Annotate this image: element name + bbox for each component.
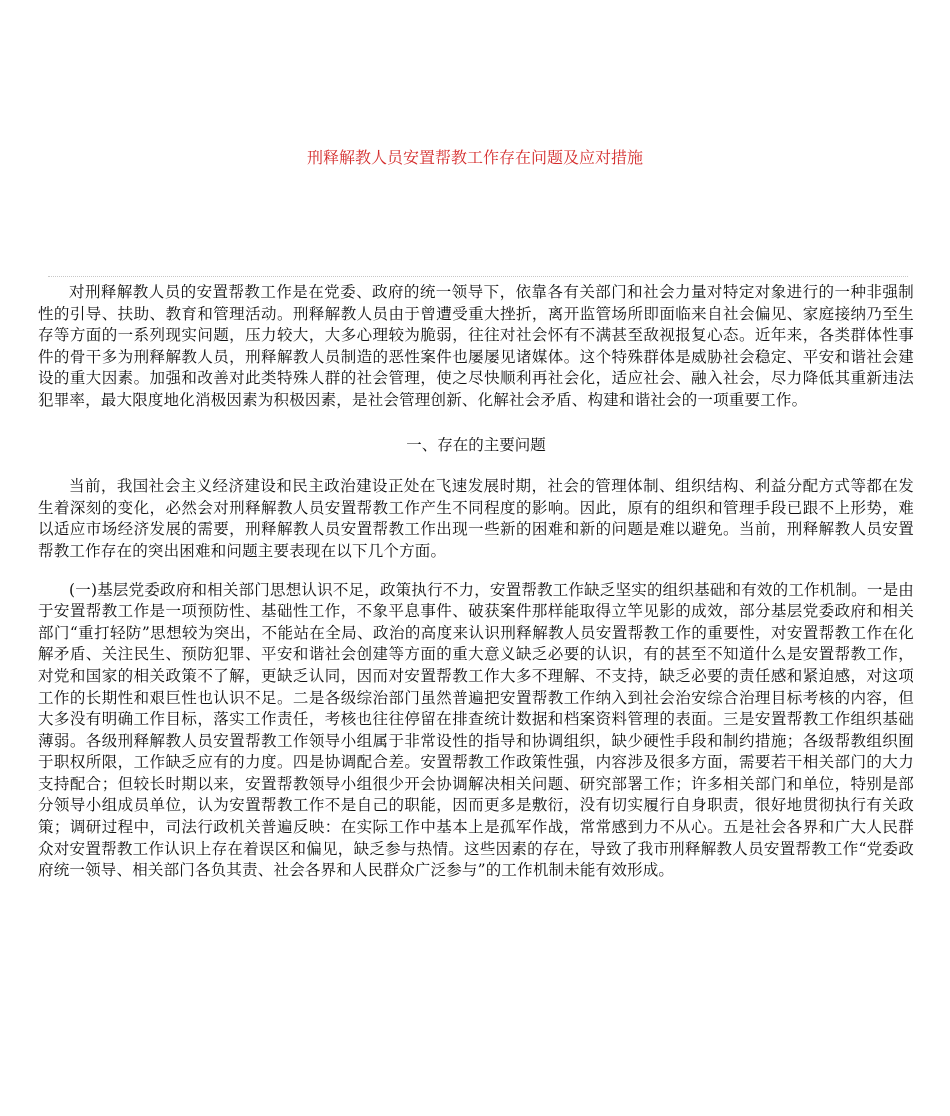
document-title: 刑释解教人员安置帮教工作存在问题及应对措施 (306, 148, 643, 167)
document-body (38, 282, 914, 882)
title-divider (48, 276, 908, 277)
paragraph-spacer (38, 412, 914, 435)
section-heading: 一、存在的主要问题 (406, 435, 546, 454)
intro-paragraph: 对刑释解教人员的安置帮教工作是在党委、政府的统一领导下，依靠各有关部门和社会力量对特定对象进行的一种非强制性的引导、扶助、教育和管理活动。刑释解教人员由于曾遭受重大挫折，离开监管场所即面临来自社会偏见、家庭接纳乃至生存等方面的一系列现实问题，压力较大，大多心理较为脆弱，往往对社会怀有不满甚至敌视报复心态。近年来，各类群体性事件的骨干多为刑释解教人员，刑释解教人员制造的恶性案件也屡屡见诸媒体。这个特殊群体是威胁社会稳定、平安和谐社会建设的重大因素。加强和改善对此类特殊人群的社会管理，使之尽快顺利再社会化，适应社会、融入社会，尽力降低其重新违法犯罪率，最大限度地化消极因素为积极因素，是社会管理创新、化解社会矛盾、构建和谐社会的一项重要工作。 (38, 283, 914, 409)
section-paragraph-1: 当前，我国社会主义经济建设和民主政治建设正处在飞速发展时期，社会的管理体制、组织结构、利益分配方式等都在发生着深刻的变化，必然会对刑释解教人员安置帮教工作产生不同程度的影响。因此，原有的组织和管理手段已跟不上形势，难以适应市场经济发展的需要，刑释解教人员安置帮教工作出现一些新的困难和新的问题是难以避免。当前，刑释解教人员安置帮教工作存在的突出困难和问题主要表现在以下几个方面。 (38, 477, 914, 560)
paragraph-spacer (38, 456, 914, 476)
section-paragraph-2: (一)基层党委政府和相关部门思想认识不足，政策执行不力，安置帮教工作缺乏坚实的组织基础和有效的工作机制。一是由于安置帮教工作是一项预防性、基础性工作，不象平息事件、破获案件那样能取得立竿见影的成效，部分基层党委政府和相关部门“重打轻防”思想较为突出，不能站在全局、政治的高度来认识刑释解教人员安置帮教工作的重要性，对安置帮教工作在化解矛盾、关注民生、预防犯罪、平安和谐社会创建等方面的重大意义缺乏必要的认识，有的甚至不知道什么是安置帮教工作，对党和国家的相关政策不了解，更缺乏认同，因而对安置帮教工作大多不理解、不支持，缺乏必要的责任感和紧迫感，对这项工作的长期性和艰巨性也认识不足。二是各级综治部门虽然普遍把安置帮教工作纳入到社会治安综合治理目标考核的内容，但大多没有明确工作目标，落实工作责任，考核也往往停留在排查统计数据和档案资料管理的表面。三是安置帮教工作组织基础薄弱。各级刑释解教人员安置帮教工作领导小组属于非常设性的指导和协调组织，缺少硬性手段和制约措施；各级帮教组织囿于职权所限，工作缺乏应有的力度。四是协调配合差。安置帮教工作政策性强，内容涉及很多方面，需要若干相关部门的大力支持配合；但较长时期以来，安置帮教领导小组很少开会协调解决相关问题、研究部署工作；许多相关部门和单位，特别是部分领导小组成员单位，认为安置帮教工作不是自己的职能，因而更多是敷衍，没有切实履行自身职责，很好地贯彻执行有关政策；调研过程中，司法行政机关普遍反映：在实际工作中基本上是孤军作战，常常感到力不从心。五是社会各界和广大人民群众对安置帮教工作认识上存在着误区和偏见，缺乏参与热情。这些因素的存在，导致了我市刑释解教人员安置帮教工作“党委政府统一领导、相关部门各负其责、社会各界和人民群众广泛参与”的工作机制未能有效形成。 (38, 580, 914, 880)
paragraph-spacer (38, 563, 914, 580)
